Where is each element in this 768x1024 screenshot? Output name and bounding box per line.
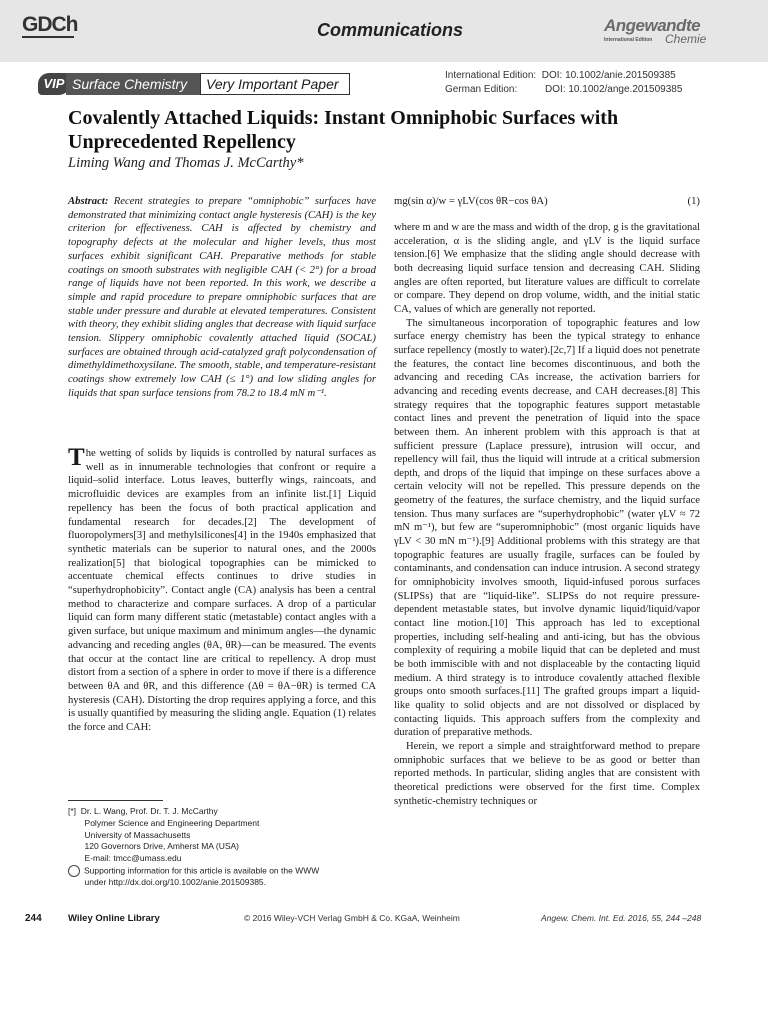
supporting-info-link[interactable]: under http://dx.doi.org/10.1002/anie.201509385. bbox=[68, 877, 267, 888]
journal-citation: Angew. Chem. Int. Ed. 2016, 55, 244 –248 bbox=[541, 913, 702, 923]
body-text-right bbox=[394, 221, 700, 808]
equation-formula: mg(sin α)/w = γLV(cos θR−cos θA) bbox=[394, 195, 548, 207]
authors: Liming Wang and Thomas J. McCarthy* bbox=[68, 155, 304, 171]
abstract-label: Abstract: bbox=[68, 195, 109, 207]
paragraph-2: The simultaneous incorporation of topographic features and low surface energy chemistry has been the typical strategy to enhance surface repellency (mostly to water).[2c,7] If a liquid does not penetrate the features, the contact line becomes discontinuous, and both the advancing and receding CAs increase, the activation barriers for advancing and receding events decrease, and CAH decreases.[8] This strategy requires that the topographic features support metastable contact lines and prevent the penetration of liquid into the space between them. An inherent problem with this approach is that at sufficient pressure (Laplace pressure), intrusion will occur, and repellency will fail, thus the liquid will intrude at a critical submersion depth, and drops of the liquid that impinge on these surfaces above a certain velocity will not be repelled. This pressure depends on the geometry of the features, the surface chemistry, and the liquid surface tension. Thus many surfaces are “superhydrophobic” (water γLV ≈ 72 mN m⁻¹), but few are “superomniphobic” (most organic liquids have γLV < 30 mN m⁻¹).[9] Additional problems with this strategy are that topographic features are usually fragile, surfaces can be fouled by contaminants, and condensation can induce intrusion. A second strategy for omniphobicity involves smooth, liquid-infused porous surfaces (SLIPSs) that are “liquid-like”. SLIPSs do not require pressure-dependent metastable states, but involve dynamic liquid/liquid/vapor contact line motion.[10] This approach has led to exceptional properties, including self-healing and anti-icing, but has the obvious complexity of requiring a mobile liquid that can be depleted and must be both immiscible with and not displaceable by the contacting liquid medium. A third strategy is to introduce covalently attached flexible groups onto smooth surfaces.[11] The grafted groups impart a liquid-like quality to solid objects and are not dissolved or displaced by contacting liquids. This approach suffers from the complexity and duration of preparative methods. bbox=[394, 317, 700, 739]
abstract-text: Recent strategies to prepare “omniphobic” surfaces have demonstrated that minimizing contact angle hysteresis (CAH) is the key criterion for effectiveness. CAH is affected by chemistry and topography defects at the molecular and higher levels, thus most surfaces exhibit significant CAH. Preparative methods for stable coatings on smooth substrates with negligible CAH (< 2°) for a broad range of liquids have not been reported. In this work, we describe a simple and rapid procedure to prepare omniphobic surfaces that are stable under pressure and durable at elevated temperatures. Consistent with theory, they exhibit sliding angles that decrease with liquid surface tension. Slippery omniphobic covalently attached liquid (SOCAL) surfaces are obtained through acid-catalyzed graft polycondensation of dimethyldimethoxysilane. The smooth, stable, and temperature-resistant coatings show extremely low CAH (≤ 1°) and low sliding angles for liquids that span surface tensions from 78.2 to 18.4 mN m⁻¹. bbox=[68, 195, 376, 399]
gdch-logo-underline bbox=[22, 36, 74, 38]
author-footnote: [*] Dr. L. Wang, Prof. Dr. T. J. McCarthy Polymer Science and Engineering Department University of Massachusetts 120 Governors Drive, Amherst MA (USA) E-mail: tmcc@umass.edu Supporting information for this article is available on the WWW under http://dx.doi.org/10.1002/anie.201509385. bbox=[68, 806, 378, 889]
journal-logo: Angewandte bbox=[604, 16, 701, 35]
paragraph-3: Herein, we report a simple and straightforward method to prepare omniphobic surfaces that we believe to be as good or better than reported methods. In particular, sliding angles that are consistent with theoretical predictions were observed for the first time. Complex synthetic-chemistry techniques or bbox=[394, 740, 700, 807]
supporting-info-icon bbox=[68, 865, 80, 877]
intro-paragraph: he wetting of solids by liquids is controlled by natural surfaces as well as in innumerable technologies that confront or require a liquid–solid interface. Lotus leaves, butterfly wings, raincoats, and microfluidic devices are examples from an infinite list.[1] Liquid repellency has been the focus of both practical application and fundamental research for decades.[2] The development of fluoropolymers[3] and methylsilicones[4] in the 1940s emphasized that synthetic materials can be superior to natural ones, and the 2000s realization[5] that biological topographies can be mimicked to accentuate chemical effects continues to drive studies in “superhydrophobicity”. Contact angle (CA) analysis has been a central method to characterize and compare surfaces. A drop of a particular liquid can form many different static (metastable) contact angles with a given surface, but unique maximum and minimum angles—the dynamic advancing and receding angles (θA, θR)—can be measured. The events that occur at the contact line are critical to repellency. A drop must distort from a section of a sphere in order to move if there is a difference between θA and θR, and this difference (Δθ = θA−θR) is termed CA hysteresis (CAH). Distorting the drop requires applying a force, and this is usually quantified by measuring the sliding angle. Equation (1) relates the force and CAH: bbox=[68, 448, 376, 734]
equation-number: (1) bbox=[687, 195, 700, 207]
doi-german[interactable]: German Edition: DOI: 10.1002/ange.201509385 bbox=[445, 84, 683, 95]
paragraph-1: where m and w are the mass and width of the drop, g is the gravitational acceleration, α is the sliding angle, and γLV is the liquid surface tension.[6] We emphasize that the sliding angle should decrease with both decreasing liquid surface tension and decreasing CAH. Sliding angles are often reported, but literature values are difficult to correlate or compare. They depend on drop volume, width, and the initial static CA, values of which are generally not reported. bbox=[394, 222, 700, 315]
journal-logo-sub: International Edition bbox=[604, 37, 653, 43]
doi-international[interactable]: International Edition: DOI: 10.1002/anie.201509385 bbox=[445, 70, 676, 81]
copyright: © 2016 Wiley-VCH Verlag GmbH & Co. KGaA, Weinheim bbox=[244, 913, 460, 923]
drop-cap: T bbox=[68, 444, 85, 471]
journal-logo-chemie: Chemie bbox=[665, 32, 707, 46]
gdch-logo: GDCh bbox=[22, 13, 78, 36]
vip-label: Very Important Paper bbox=[200, 73, 350, 95]
equation-1 bbox=[394, 195, 700, 207]
wiley-library-link[interactable]: Wiley Online Library bbox=[68, 913, 160, 924]
abstract bbox=[68, 195, 376, 401]
vip-logo: VIP bbox=[38, 73, 70, 95]
section-title: Communications bbox=[316, 20, 463, 40]
footnote-rule bbox=[68, 800, 163, 801]
article-title: Covalently Attached Liquids: Instant Omniphobic Surfaces with Unprecedented Repellency bbox=[68, 107, 619, 153]
category-label: Surface Chemistry bbox=[66, 73, 200, 95]
author-email[interactable]: E-mail: tmcc@umass.edu bbox=[68, 853, 182, 864]
body-text-left bbox=[68, 444, 376, 735]
page-number: 244 bbox=[25, 913, 42, 924]
